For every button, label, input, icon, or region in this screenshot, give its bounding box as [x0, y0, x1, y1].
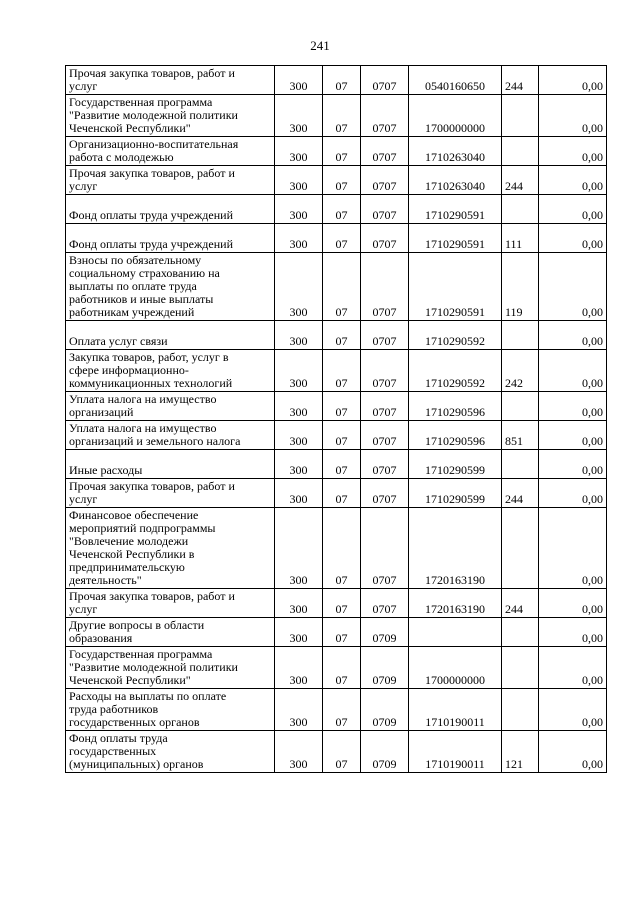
row-name-cell [66, 95, 275, 137]
section-cell [323, 350, 361, 392]
subsection-cell-text: 0707 [372, 150, 397, 164]
admin-code-cell [275, 618, 323, 647]
target-article-cell-text: 1720163190 [425, 573, 485, 587]
section-cell [323, 224, 361, 253]
amount-cell [539, 253, 607, 321]
amount-cell-text: 0,00 [582, 150, 603, 164]
row-name-cell [66, 618, 275, 647]
row-name-cell-text: Иные расходы [69, 463, 143, 477]
subsection-cell [361, 321, 409, 350]
admin-code-cell [275, 321, 323, 350]
amount-cell [539, 66, 607, 95]
expense-type-cell [502, 195, 539, 224]
admin-code-cell-text: 300 [289, 463, 308, 477]
amount-cell-text: 0,00 [582, 79, 603, 93]
amount-cell-text: 0,00 [582, 179, 603, 193]
expense-type-cell-text: 244 [505, 602, 523, 616]
subsection-cell-text: 0707 [372, 463, 397, 477]
amount-cell-text: 0,00 [582, 334, 603, 348]
row-name-cell-text: Прочая закупка товаров, работ и услуг [69, 479, 235, 506]
admin-code-cell-text: 300 [289, 376, 308, 390]
row-name-cell-text: Расходы на выплаты по оплате труда работников государственных органов [69, 689, 227, 729]
row-name-cell [66, 689, 275, 731]
amount-cell [539, 224, 607, 253]
target-article-cell [409, 421, 502, 450]
subsection-cell [361, 253, 409, 321]
subsection-cell-text: 0709 [372, 631, 397, 645]
target-article-cell [409, 350, 502, 392]
section-cell-text: 07 [335, 463, 348, 477]
row-name-cell [66, 589, 275, 618]
section-cell [323, 450, 361, 479]
section-cell [323, 195, 361, 224]
section-cell [323, 66, 361, 95]
target-article-cell [409, 321, 502, 350]
section-cell-text: 07 [335, 305, 348, 319]
row-name-cell [66, 224, 275, 253]
budget-table [65, 65, 607, 773]
admin-code-cell [275, 479, 323, 508]
target-article-cell-text: 1710290592 [425, 334, 485, 348]
subsection-cell [361, 731, 409, 773]
section-cell [323, 479, 361, 508]
table-row [66, 95, 607, 137]
amount-cell-text: 0,00 [582, 463, 603, 477]
expense-type-cell [502, 731, 539, 773]
subsection-cell-text: 0707 [372, 305, 397, 319]
admin-code-cell-text: 300 [289, 631, 308, 645]
expense-type-cell [502, 166, 539, 195]
expense-type-cell [502, 647, 539, 689]
section-cell-text: 07 [335, 334, 348, 348]
row-name-cell [66, 253, 275, 321]
section-cell-text: 07 [335, 237, 348, 251]
admin-code-cell-text: 300 [289, 602, 308, 616]
expense-type-cell [502, 589, 539, 618]
target-article-cell [409, 166, 502, 195]
admin-code-cell [275, 137, 323, 166]
target-article-cell [409, 253, 502, 321]
target-article-cell [409, 479, 502, 508]
table-row [66, 647, 607, 689]
row-name-cell-text: Закупка товаров, работ, услуг в сфере информационно- коммуникационных технологий [69, 350, 233, 390]
section-cell [323, 508, 361, 589]
subsection-cell [361, 137, 409, 166]
admin-code-cell [275, 392, 323, 421]
admin-code-cell-text: 300 [289, 405, 308, 419]
row-name-cell-text: Уплата налога на имущество организаций [69, 392, 217, 419]
target-article-cell-text: 1710290591 [425, 237, 485, 251]
table-row [66, 392, 607, 421]
target-article-cell-text: 1700000000 [425, 121, 485, 135]
admin-code-cell-text: 300 [289, 757, 308, 771]
amount-cell-text: 0,00 [582, 631, 603, 645]
subsection-cell [361, 589, 409, 618]
target-article-cell [409, 66, 502, 95]
amount-cell [539, 647, 607, 689]
section-cell [323, 321, 361, 350]
amount-cell [539, 689, 607, 731]
admin-code-cell [275, 589, 323, 618]
subsection-cell [361, 166, 409, 195]
amount-cell [539, 95, 607, 137]
admin-code-cell [275, 95, 323, 137]
admin-code-cell-text: 300 [289, 715, 308, 729]
target-article-cell [409, 195, 502, 224]
row-name-cell [66, 450, 275, 479]
section-cell-text: 07 [335, 715, 348, 729]
amount-cell-text: 0,00 [582, 237, 603, 251]
section-cell-text: 07 [335, 434, 348, 448]
section-cell-text: 07 [335, 376, 348, 390]
amount-cell-text: 0,00 [582, 376, 603, 390]
subsection-cell [361, 66, 409, 95]
table-row [66, 589, 607, 618]
amount-cell [539, 392, 607, 421]
table-row [66, 195, 607, 224]
target-article-cell [409, 450, 502, 479]
expense-type-cell [502, 450, 539, 479]
target-article-cell-text: 1710263040 [425, 150, 485, 164]
row-name-cell [66, 508, 275, 589]
target-article-cell [409, 589, 502, 618]
subsection-cell [361, 647, 409, 689]
admin-code-cell [275, 350, 323, 392]
section-cell-text: 07 [335, 631, 348, 645]
row-name-cell [66, 421, 275, 450]
subsection-cell [361, 195, 409, 224]
section-cell [323, 253, 361, 321]
section-cell [323, 421, 361, 450]
amount-cell-text: 0,00 [582, 121, 603, 135]
subsection-cell [361, 479, 409, 508]
subsection-cell [361, 392, 409, 421]
amount-cell-text: 0,00 [582, 405, 603, 419]
section-cell-text: 07 [335, 405, 348, 419]
subsection-cell [361, 618, 409, 647]
target-article-cell-text: 1710290599 [425, 463, 485, 477]
admin-code-cell [275, 166, 323, 195]
subsection-cell [361, 421, 409, 450]
expense-type-cell [502, 689, 539, 731]
target-article-cell-text: 1710290592 [425, 376, 485, 390]
admin-code-cell [275, 647, 323, 689]
target-article-cell [409, 647, 502, 689]
admin-code-cell-text: 300 [289, 334, 308, 348]
section-cell [323, 137, 361, 166]
admin-code-cell [275, 224, 323, 253]
admin-code-cell [275, 421, 323, 450]
row-name-cell-text: Государственная программа "Развитие молодежной политики Чеченской Республики" [69, 647, 238, 687]
row-name-cell [66, 392, 275, 421]
expense-type-cell [502, 137, 539, 166]
amount-cell [539, 589, 607, 618]
amount-cell-text: 0,00 [582, 573, 603, 587]
row-name-cell-text: Финансовое обеспечение мероприятий подпрограммы "Вовлечение молодежи Чеченской Республики в предпринимательскую деятельность" [69, 508, 216, 587]
target-article-cell [409, 618, 502, 647]
target-article-cell [409, 137, 502, 166]
row-name-cell-text: Фонд оплаты труда учреждений [69, 208, 233, 222]
admin-code-cell-text: 300 [289, 121, 308, 135]
admin-code-cell-text: 300 [289, 492, 308, 506]
amount-cell [539, 321, 607, 350]
row-name-cell-text: Прочая закупка товаров, работ и услуг [69, 589, 235, 616]
subsection-cell-text: 0707 [372, 376, 397, 390]
amount-cell [539, 450, 607, 479]
target-article-cell-text: 1700000000 [425, 673, 485, 687]
row-name-cell-text: Уплата налога на имущество организаций и земельного налога [69, 421, 241, 448]
budget-table-body [66, 66, 607, 773]
section-cell-text: 07 [335, 573, 348, 587]
section-cell-text: 07 [335, 179, 348, 193]
expense-type-cell-text: 244 [505, 492, 523, 506]
section-cell-text: 07 [335, 602, 348, 616]
row-name-cell-text: Прочая закупка товаров, работ и услуг [69, 166, 235, 193]
row-name-cell [66, 321, 275, 350]
row-name-cell-text: Организационно-воспитательная работа с молодежью [69, 137, 239, 164]
expense-type-cell-text: 851 [505, 434, 523, 448]
expense-type-cell-text: 119 [505, 305, 523, 319]
row-name-cell [66, 195, 275, 224]
admin-code-cell-text: 300 [289, 673, 308, 687]
subsection-cell-text: 0709 [372, 715, 397, 729]
amount-cell-text: 0,00 [582, 715, 603, 729]
section-cell-text: 07 [335, 150, 348, 164]
admin-code-cell-text: 300 [289, 179, 308, 193]
expense-type-cell [502, 421, 539, 450]
admin-code-cell-text: 300 [289, 237, 308, 251]
row-name-cell-text: Фонд оплаты труда учреждений [69, 237, 233, 251]
amount-cell [539, 618, 607, 647]
target-article-cell [409, 224, 502, 253]
table-row [66, 166, 607, 195]
table-row [66, 137, 607, 166]
section-cell [323, 689, 361, 731]
expense-type-cell-text: 242 [505, 376, 523, 390]
page-number: 241 [310, 38, 330, 53]
section-cell [323, 647, 361, 689]
admin-code-cell [275, 66, 323, 95]
subsection-cell-text: 0707 [372, 121, 397, 135]
admin-code-cell [275, 253, 323, 321]
section-cell [323, 166, 361, 195]
table-row [66, 224, 607, 253]
table-row [66, 479, 607, 508]
subsection-cell [361, 689, 409, 731]
section-cell-text: 07 [335, 757, 348, 771]
expense-type-cell [502, 508, 539, 589]
target-article-cell [409, 508, 502, 589]
section-cell-text: 07 [335, 121, 348, 135]
subsection-cell [361, 350, 409, 392]
table-row [66, 450, 607, 479]
target-article-cell-text: 1710290596 [425, 405, 485, 419]
admin-code-cell-text: 300 [289, 150, 308, 164]
table-row [66, 253, 607, 321]
amount-cell-text: 0,00 [582, 208, 603, 222]
table-row [66, 66, 607, 95]
row-name-cell-text: Оплата услуг связи [69, 334, 168, 348]
row-name-cell-text: Другие вопросы в области образования [69, 618, 205, 645]
section-cell [323, 392, 361, 421]
section-cell [323, 589, 361, 618]
row-name-cell-text: Фонд оплаты труда государственных (муниципальных) органов [69, 731, 204, 771]
amount-cell-text: 0,00 [582, 305, 603, 319]
subsection-cell-text: 0709 [372, 757, 397, 771]
subsection-cell-text: 0707 [372, 334, 397, 348]
subsection-cell-text: 0707 [372, 208, 397, 222]
subsection-cell-text: 0707 [372, 434, 397, 448]
expense-type-cell [502, 321, 539, 350]
subsection-cell-text: 0707 [372, 573, 397, 587]
row-name-cell [66, 66, 275, 95]
expense-type-cell [502, 618, 539, 647]
amount-cell [539, 166, 607, 195]
expense-type-cell-text: 244 [505, 79, 523, 93]
admin-code-cell [275, 195, 323, 224]
row-name-cell-text: Взносы по обязательному социальному страхованию на выплаты по оплате труда работников и иные выплаты работникам учреждений [69, 253, 220, 319]
table-row [66, 321, 607, 350]
admin-code-cell-text: 300 [289, 79, 308, 93]
amount-cell-text: 0,00 [582, 673, 603, 687]
target-article-cell [409, 689, 502, 731]
target-article-cell-text: 1710290591 [425, 208, 485, 222]
expense-type-cell [502, 95, 539, 137]
target-article-cell-text: 1710290596 [425, 434, 485, 448]
subsection-cell [361, 224, 409, 253]
row-name-cell-text: Государственная программа "Развитие молодежной политики Чеченской Республики" [69, 95, 238, 135]
row-name-cell-text: Прочая закупка товаров, работ и услуг [69, 66, 235, 93]
target-article-cell [409, 392, 502, 421]
subsection-cell [361, 95, 409, 137]
subsection-cell-text: 0707 [372, 79, 397, 93]
expense-type-cell [502, 350, 539, 392]
admin-code-cell-text: 300 [289, 573, 308, 587]
row-name-cell [66, 350, 275, 392]
row-name-cell [66, 647, 275, 689]
amount-cell-text: 0,00 [582, 492, 603, 506]
row-name-cell [66, 166, 275, 195]
target-article-cell-text: 1720163190 [425, 602, 485, 616]
subsection-cell [361, 450, 409, 479]
expense-type-cell-text: 121 [505, 757, 523, 771]
admin-code-cell [275, 450, 323, 479]
expense-type-cell [502, 253, 539, 321]
table-row [66, 508, 607, 589]
subsection-cell-text: 0707 [372, 405, 397, 419]
section-cell-text: 07 [335, 79, 348, 93]
admin-code-cell [275, 731, 323, 773]
table-row [66, 350, 607, 392]
admin-code-cell-text: 300 [289, 434, 308, 448]
target-article-cell [409, 731, 502, 773]
section-cell [323, 95, 361, 137]
section-cell-text: 07 [335, 673, 348, 687]
amount-cell [539, 731, 607, 773]
target-article-cell-text: 1710290599 [425, 492, 485, 506]
amount-cell [539, 350, 607, 392]
amount-cell-text: 0,00 [582, 757, 603, 771]
subsection-cell-text: 0707 [372, 602, 397, 616]
target-article-cell [409, 95, 502, 137]
row-name-cell [66, 731, 275, 773]
target-article-cell-text: 1710190011 [425, 715, 485, 729]
expense-type-cell [502, 224, 539, 253]
expense-type-cell-text: 111 [505, 237, 523, 251]
expense-type-cell [502, 392, 539, 421]
amount-cell [539, 421, 607, 450]
admin-code-cell [275, 689, 323, 731]
amount-cell [539, 137, 607, 166]
subsection-cell-text: 0707 [372, 179, 397, 193]
table-row [66, 689, 607, 731]
amount-cell [539, 508, 607, 589]
section-cell-text: 07 [335, 208, 348, 222]
section-cell-text: 07 [335, 492, 348, 506]
expense-type-cell [502, 479, 539, 508]
amount-cell [539, 195, 607, 224]
row-name-cell [66, 479, 275, 508]
subsection-cell-text: 0707 [372, 492, 397, 506]
admin-code-cell-text: 300 [289, 208, 308, 222]
table-row [66, 421, 607, 450]
section-cell [323, 618, 361, 647]
admin-code-cell-text: 300 [289, 305, 308, 319]
table-row [66, 618, 607, 647]
amount-cell-text: 0,00 [582, 602, 603, 616]
expense-type-cell [502, 66, 539, 95]
target-article-cell-text: 1710290591 [425, 305, 485, 319]
expense-type-cell-text: 244 [505, 179, 523, 193]
table-row [66, 731, 607, 773]
target-article-cell-text: 1710190011 [425, 757, 485, 771]
amount-cell-text: 0,00 [582, 434, 603, 448]
admin-code-cell [275, 508, 323, 589]
target-article-cell-text: 0540160650 [425, 79, 485, 93]
row-name-cell [66, 137, 275, 166]
amount-cell [539, 479, 607, 508]
subsection-cell-text: 0707 [372, 237, 397, 251]
target-article-cell-text: 1710263040 [425, 179, 485, 193]
subsection-cell-text: 0709 [372, 673, 397, 687]
section-cell [323, 731, 361, 773]
subsection-cell [361, 508, 409, 589]
